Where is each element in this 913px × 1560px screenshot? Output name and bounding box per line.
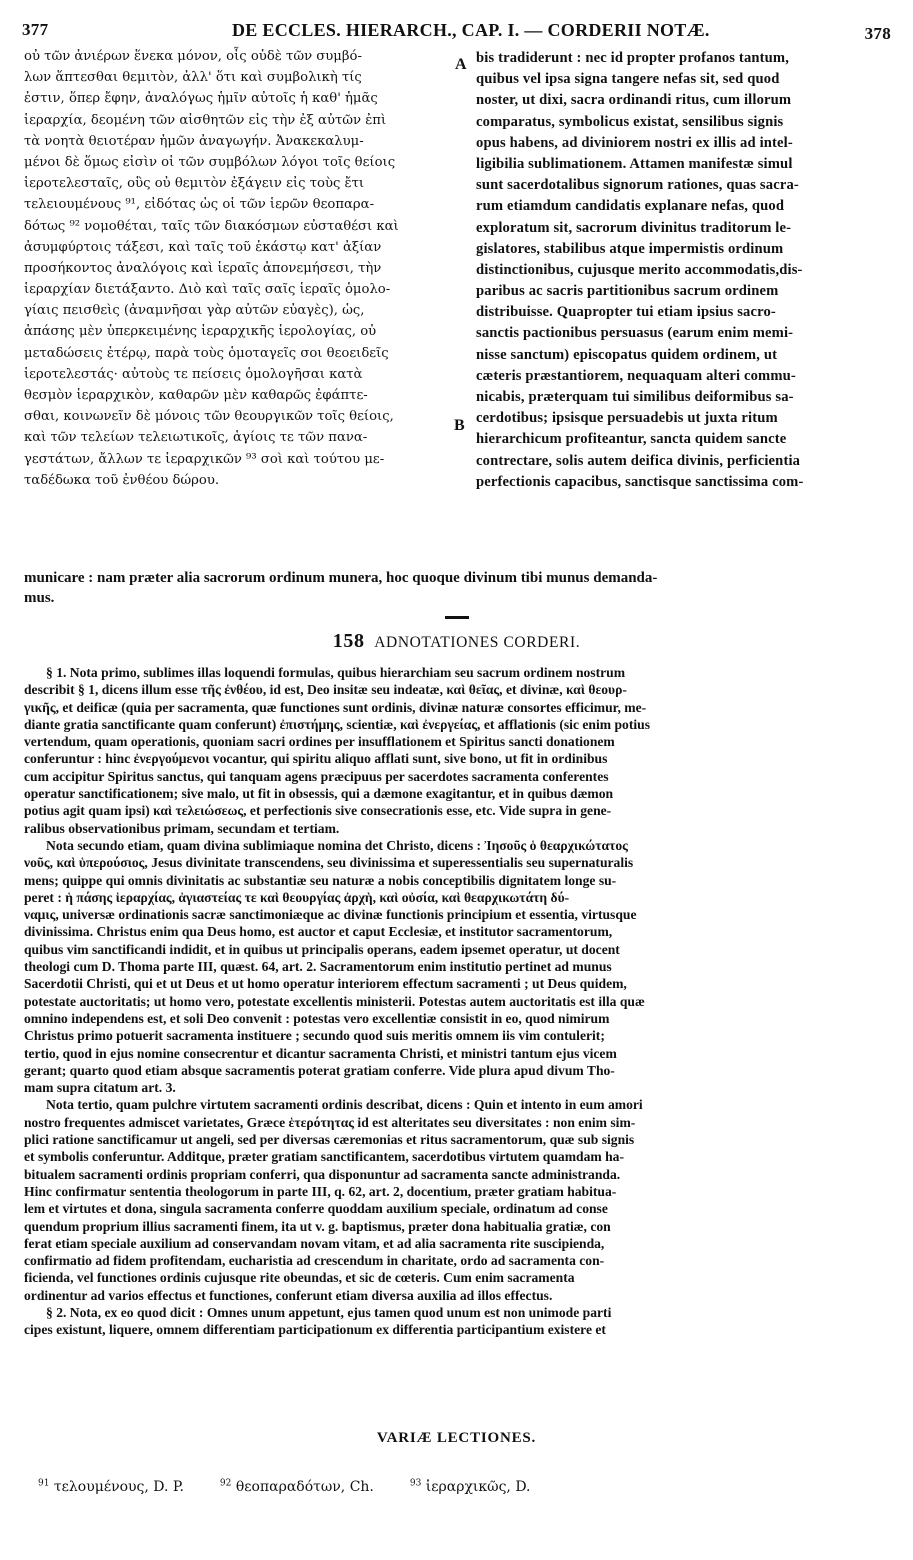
latin-text-line: distribuisse. Quapropter tui etiam ipsius sacro- (476, 304, 776, 321)
latin-text-line: distinctionibus, cujusque merito accommodatis,dis- (476, 261, 803, 278)
annotation-line: cum accipitur Spiritus sanctus, qui tanquam agens præcipuus per sacerdotes sacramenta conferentes (24, 768, 609, 784)
running-header (22, 14, 899, 44)
annotation-line: potius agit quam ipsi) καὶ τελειώσεως, et perfectionis sive consecrationis esse, etc. Vide supra in gene- (24, 803, 612, 819)
latin-text-line: paribus ac sacris partitionibus sacrum ordinem (476, 283, 779, 300)
variant-text: ἱεραρχικῶς, D. (421, 1478, 531, 1495)
greek-text-column (24, 46, 464, 491)
variant-text: τελουμένους, D. P. (49, 1478, 184, 1495)
annotation-line: confirmatio ad fidem profitendam, eucharistia ad crescendum in charitate, ordo ad sacramenta con- (24, 1253, 605, 1269)
greek-text-line: σθαι, κοινωνεῖν δὲ μόνοις τῶν θεουργικῶν τοῖς θείοις, (24, 409, 394, 425)
latin-text-line: ligibilia sublimationem. Attamen manifestæ simul (476, 155, 793, 172)
annotation-line: quibus vim sanctificandi indidit, et in quibus ut principalis operans, eadem ipsemet operatur, ut docent (24, 941, 620, 957)
annotation-line: ναμις, universæ ordinationis sacræ sanctimoniæque ac divinæ functionis principium et essentia, virtusque (24, 907, 637, 923)
latin-text-line: cerdotibus; ipsisque persuadebis ut juxta ritum (476, 410, 778, 427)
annotation-line: tertio, quod in ejus nomine consecrentur et dicantur sacramenta Christi, et ministri tantum ejus vicem (24, 1045, 617, 1061)
annotation-line: § 1. Nota primo, sublimes illas loquendi formulas, quibus hierarchiam seu sacrum ordinem nostrum (46, 665, 626, 680)
latin-text-line: noster, ut dixi, sacra ordinandi ritus, cum illorum (476, 92, 792, 109)
annotation-line: quendum proprium illius sacramenti finem, ita ut v. g. baptismus, præter dona habitualia gratiæ, con (24, 1218, 611, 1234)
annotation-line: et symbolis conferuntur. Additque, præter gratiam sanctificantem, sacerdotibus virtutem quamdam ha- (24, 1149, 624, 1165)
annotation-line: Christus primo potuerit sacramenta instituere ; secundo quod suis meritis omnem iis vim contulerit; (24, 1028, 605, 1044)
greek-text-line: ἐστιν, ὅπερ ἔφην, ἀναλόγως ἡμῖν αὐτοῖς ἡ καθ' ἡμᾶς (24, 91, 378, 107)
greek-text-line: ἱεραρχία, δεομένη τῶν αἰσθητῶν εἰς τὴν ἐξ αὐτῶν ἐπὶ (24, 112, 387, 128)
greek-text-line: ἀσυμφύρτοις τάξεσι, καὶ ταῖς τοῦ ἑκάστῳ κατ' ἀξίαν (24, 239, 382, 255)
annotation-line: ficienda, vel functiones ordinis cujusque rite obeundas, et sic de cœteris. Cum enim sacramenta (24, 1270, 575, 1286)
page-number-left: 377 (22, 20, 49, 39)
greek-text-line: μένοι δὲ ὅμως εἰσὶν οἱ τῶν συμβόλων λόγοι τοῖς θείοις (24, 154, 396, 170)
greek-text-line: οὐ τῶν ἀνιέρων ἕνεκα μόνον, οἷς οὐδὲ τῶν συμβό- (24, 49, 362, 64)
greek-text-line: ταδέδωκα τοῦ ἐνθέου δώρου. (24, 472, 220, 488)
annotation-line: omnino independens est, et soli Deo convenit : potestas vero excellentiæ consistit in eo, quod nimirum (24, 1010, 610, 1026)
continuation-line: mus. (24, 590, 55, 606)
greek-text-line: ἱεροτελεστάς· αὐτοὺς τε πείσεις ὁμολογῆσαι κατὰ (24, 366, 363, 382)
variant-reading (220, 1479, 392, 1495)
greek-text-line: καὶ τῶν τελείων τελειωτικοῖς, ἁγίοις τε τῶν πανα- (24, 430, 368, 446)
annotation-line: ordinentur ad varios effectus et functiones, conferunt etiam diversa auxilia ad illos effectus. (24, 1287, 553, 1303)
annotation-line: potestate auctoritatis; ut homo vero, potestate excellentis ministerii. Potestas autem auctoritatis est illa quæ (24, 993, 645, 1009)
annotation-line: peret : ἡ πάσης ἱεραρχίας, ἁγιαστείας τε καὶ θεουργίας ἀρχὴ, καὶ οὐσία, καὶ θεαρχικωτάτη δύ- (24, 889, 570, 905)
annotation-line: Nota secundo etiam, quam divina sublimiaque nomina det Christo, dicens : Ἰησοῦς ὁ θεαρχικώτατος (46, 837, 628, 853)
latin-text-line: perfectionis capacibus, sanctisque sanctissima com- (476, 473, 804, 490)
variant-number: 91 (38, 1478, 50, 1488)
greek-text-line: δότως ⁹² νομοθέται, ταῖς τῶν διακόσμων εὐσταθέσι καὶ (24, 218, 399, 234)
annotation-line: bitualem sacramenti ordinis propriam conferri, qua disponuntur ad sacramenta sancte administranda. (24, 1166, 621, 1182)
variant-number: 92 (219, 1478, 232, 1488)
annotation-line: ferat etiam speciale auxilium ad conservandam novam vitam, et ad alia sacramenta rite suscipienda, (24, 1235, 605, 1251)
greek-text-line: θεσμὸν ἱεραρχικὸν, καθαρῶν μὲν καθαρῶς ἐφάπτε- (24, 388, 368, 403)
annotation-line: vertendum, quam operationis, quoniam sacri ordines per insufflationem et Spiritus sancti donationem (24, 734, 615, 750)
latin-text-line: hierarchicum profiteantur, sancta quidem sancte (476, 431, 787, 448)
annotation-line: Sacerdotii Christi, qui et ut Deus et ut homo operatur interiorem effectum sacramenti ; ut Deus quidem, (24, 976, 627, 992)
page-number-right: 378 (864, 24, 891, 43)
annotation-line: conferuntur : hinc ἐνεργούμενοι vocantur, qui spiritu aliquo afflati sunt, sive bono, ut fit in ordinibus (24, 751, 608, 767)
annotation-line: γικῆς, et deificæ (quia per sacramenta, quæ functiones sunt ordinis, divinæ naturæ consortes efficimur, me- (24, 699, 647, 715)
greek-text-line: λων ἅπτεσθαι θεμιτὸν, ἀλλ' ὅτι καὶ συμβολικὴ τίς (24, 70, 362, 86)
variant-reading (38, 1479, 202, 1495)
section-title: ADNOTATIONES CORDERI. (374, 634, 581, 651)
annotation-line: lem et virtutes et dona, singula sacramenta conferre quoddam auxilium speciale, ordinatum ad conse (24, 1201, 608, 1217)
latin-text-line: contrectare, solis autem deifica divinis, perficientia (476, 452, 801, 469)
latin-text-line: comparatus, symbolicus existat, sensilibus signis (476, 113, 784, 130)
annotation-line: nostro frequentes admiscet varietates, Græce ἑτερότητας id est alteritates seu diversitates : non enim sim- (24, 1114, 636, 1130)
latin-text-line: sanctis pactionibus persuasus (earum enim memi- (476, 325, 794, 342)
variant-reading (410, 1479, 549, 1495)
annotation-line: plici ratione sanctificamur ut angeli, sed per diversas cæremonias et ritus sacramentorum, quæ sub signis (24, 1132, 635, 1148)
latin-text-line: sunt sacerdotalibus signorum rationes, quas sacra- (476, 177, 799, 194)
variant-readings (38, 1478, 898, 1495)
greek-text-line: ἁπάσης μὲν ὑπερκειμένης ἱεραρχικῆς ἱερολογίας, οὐ (24, 324, 377, 340)
annotation-line: diante gratia sanctificante quam conferunt) ἐπιστήμης, scientiæ, καὶ ἐνεργείας, et afflationis (sic enim potius (24, 716, 650, 732)
greek-text-line: προσήκοντος ἀναλόγοις καὶ ἱεραῖς ἀπονεμήσεσι, τὴν (24, 260, 382, 276)
greek-text-line: τελειουμένους ⁹¹, εἰδότας ὡς οἱ τῶν ἱερῶν θεοπαρα- (24, 197, 375, 213)
annotation-line: ralibus observationibus primam, secundam et tertiam. (24, 820, 340, 836)
latin-text-line: rum etiamdum candidatis explanare nefas, quod (476, 198, 785, 215)
annotation-line: Nota tertio, quam pulchre virtutem sacramenti ordinis describat, dicens : Quin et intento in eum amori (46, 1097, 643, 1113)
annotation-line: divinissima. Christus enim qua Deus homo, est auctor et caput Ecclesiæ, et institutor sacramentorum, (24, 924, 613, 940)
annotation-line: Hinc confirmatur sententia theologorum in parte III, q. 62, art. 2, docentium, præter gratiam habitua- (24, 1183, 617, 1199)
annotation-line: mam supra citatum art. 3. (24, 1080, 176, 1096)
margin-marker-a: A (455, 56, 467, 73)
latin-text-column (476, 48, 898, 493)
greek-text-line: γεστάτων, ἄλλων τε ἱεραρχικῶν ⁹³ σοὶ καὶ τούτου με- (24, 451, 385, 467)
section-divider-rule (445, 616, 469, 619)
latin-text-line: exploratum sit, sacrorum divinitus traditorum le- (476, 219, 792, 236)
annotation-line: theologi cum D. Thoma parte III, quæst. 64, art. 2. Sacramentorum enim institutio pertinet ad munus (24, 959, 612, 975)
annotation-line: describit § 1, dicens illum esse τῆς ἐνθέου, id est, Deo insitæ seu indeatæ, καὶ θεῖας, et divinæ, καὶ θεουρ- (24, 682, 627, 698)
annotations-body (24, 664, 890, 1339)
annotation-line: νοῦς, καὶ ὑπερούσιος, Jesus divinitate transcendens, seu divinissima et superessentialis seu supernaturalis (24, 855, 634, 871)
greek-text-line: μεταδώσεις ἑτέρῳ, παρὰ τοὺς ὁμοταγεῖς σοι θεοειδεῖς (24, 345, 389, 361)
greek-text-line: τὰ νοητὰ θειοτέραν ἡμῶν ἀναγωγήν. Ἀνακεκαλυμ- (24, 133, 364, 149)
latin-text-line: bis tradiderunt : nec id propter profanos tantum, (476, 50, 790, 66)
latin-text-line: opus habens, ad diviniorem nostri ex illis ad intel- (476, 134, 793, 151)
annotation-line: § 2. Nota, ex eo quod dicit : Omnes unum appetunt, ejus tamen quod unum est non unimode parti (46, 1304, 612, 1320)
latin-continuation (24, 568, 896, 608)
continuation-line: municare : nam præter alia sacrorum ordinum munera, hoc quoque divinum tibi munus demanda- (24, 570, 658, 586)
latin-text-line: nisse sanctum) episcopatus quidem ordinem, ut (476, 346, 778, 363)
latin-text-line: nicabis, præterquam tui similibus deiformibus sa- (476, 389, 794, 405)
margin-marker-b: B (454, 417, 465, 434)
greek-text-line: γίαις πεισθεὶς (ἀναμνῆσαι γὰρ αὐτῶν εὐαγὲς), ὡς, (24, 303, 365, 319)
variants-heading: VARIÆ LECTIONES. (376, 1430, 537, 1446)
annotation-line: operatur sanctificationem; sive malo, ut fit in obsessis, qui a dæmone exagitantur, et in quibus dæmon (24, 786, 614, 802)
annotation-line: cipes existunt, liquere, omnem differentiam participationum ex differentia participantium existere et (24, 1322, 606, 1338)
greek-text-line: ἱεροτελεσταῖς, οὓς οὐ θεμιτὸν ἐξάγειν εἰς τοὺς ἔτι (24, 176, 365, 192)
latin-text-line: gislatores, stabilibus atque impermistis ordinum (476, 240, 784, 257)
section-heading (0, 630, 913, 653)
annotation-line: gerant; quarto quod etiam absque sacramentis poterat gratiam conferre. Vide plura apud divum Tho- (24, 1062, 615, 1078)
greek-text-line: ἱεραρχίαν διετάξαντο. Διὸ καὶ ταῖς σαῖς ἱεραῖς ὁμολο- (24, 282, 391, 298)
running-title: DE ECCLES. HIERARCH., CAP. I. — CORDERII NOTÆ. (232, 20, 710, 40)
variant-text: θεοπαραδότων, Ch. (231, 1478, 374, 1495)
variant-number: 93 (409, 1478, 422, 1488)
annotation-line: mens; quippe qui omnis divinitatis ac substantiæ seu naturæ a nobis conceptibilis dignitatem longe su- (24, 872, 617, 888)
section-number: 158 (332, 630, 365, 652)
latin-text-line: cæteris præstantiorem, nequaquam alteri commu- (476, 367, 796, 384)
latin-text-line: quibus vel ipsa signa tangere nefas sit, sed quod (476, 71, 780, 88)
